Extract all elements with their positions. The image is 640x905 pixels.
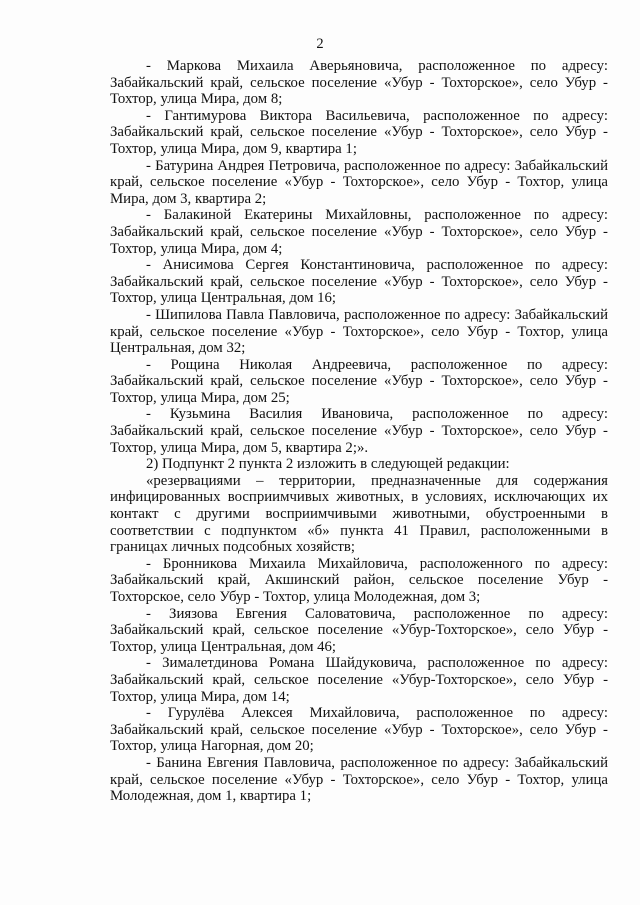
list-item-roshchin: - Рощина Николая Андреевича, расположенное по адресу: Забайкальский край, сельское поселение «Убур - Тохторское», село Убур - Тохтор, улица Мира, дом 25; — [110, 356, 608, 406]
list-item-shipilov: - Шипилова Павла Павловича, расположенное по адресу: Забайкальский край, сельское поселение «Убур - Тохторское», село Убур - Тохтор, улица Центральная, дом 32; — [110, 306, 608, 357]
list-item-kuzmin: - Кузьмина Василия Ивановича, расположенное по адресу: Забайкальский край, сельское поселение «Убур - Тохторское», село Убур - Тохтор, улица Мира, дом 5, квартира 2;». — [110, 406, 608, 456]
document-body — [110, 58, 608, 805]
list-item-banin: - Банина Евгения Павловича, расположенное по адресу: Забайкальский край, сельское поселение «Убур - Тохторское», село Убур - Тохтор, улица Молодежная, дом 1, квартира 1; — [110, 754, 608, 805]
list-item-markov: - Маркова Михаила Аверьяновича, расположенное по адресу: Забайкальский край, сельское поселение «Убур - Тохторское», село Убур - Тохтор, улица Мира, дом 8; — [110, 58, 608, 108]
list-item-balakina: - Балакиной Екатерины Михайловны, расположенное по адресу: Забайкальский край, сельское поселение «Убур - Тохторское», село Убур - Тохтор, улица Мира, дом 4; — [110, 207, 608, 257]
list-item-anisimov: - Анисимова Сергея Константиновича, расположенное по адресу: Забайкальский край, сельское поселение «Убур - Тохторское», село Убур - Тохтор, улица Центральная, дом 16; — [110, 257, 608, 307]
page-number: 2 — [316, 36, 324, 52]
list-item-ziyazov: - Зиязова Евгения Саловатовича, расположенное по адресу: Забайкальский край, сельское поселение «Убур-Тохторское», село Убур - Тохтор, улица Центральная, дом 46; — [110, 605, 608, 655]
amendment-heading: 2) Подпункт 2 пункта 2 изложить в следующей редакции: — [146, 456, 510, 473]
list-item-gurulev: - Гурулёва Алексея Михайловича, расположенное по адресу: Забайкальский край, сельское поселение «Убур - Тохторское», село Убур - Тохтор, улица Нагорная, дом 20; — [110, 705, 608, 755]
list-item-zimaletdinov: - Зималетдинова Романа Шайдуковича, расположенное по адресу: Забайкальский край, сельское поселение «Убур-Тохторское», село Убур - Тохтор, улица Мира, дом 14; — [110, 655, 608, 705]
list-item-bronnikov: - Бронникова Михаила Михайловича, расположенного по адресу: Забайкальский край, Акшинский район, сельское поселение Убур - Тохторское, село Убур - Тохтор, улица Молодежная, дом 3; — [110, 555, 608, 605]
list-item-gantimurov: - Гантимурова Виктора Васильевича, расположенное по адресу: Забайкальский край, сельское поселение «Убур - Тохторское», село Убур - Тохтор, улица Мира, дом 9, квартира 1; — [110, 107, 608, 157]
list-item-baturin: - Батурина Андрея Петровича, расположенное по адресу: Забайкальский край, сельское поселение «Убур - Тохторское», село Убур - Тохтор, улица Мира, дом 3, квартира 2; — [110, 157, 608, 207]
definition-paragraph: «резервациями – территории, предназначенные для содержания инфицированных восприимчивых животных, в условиях, исключающих их контакт с другими восприимчивыми животными, обустроенными в соответствии с подпунктом «б» пункта 41 Правил, расположенными в границах личных подсобных хозяйств; — [110, 472, 608, 556]
